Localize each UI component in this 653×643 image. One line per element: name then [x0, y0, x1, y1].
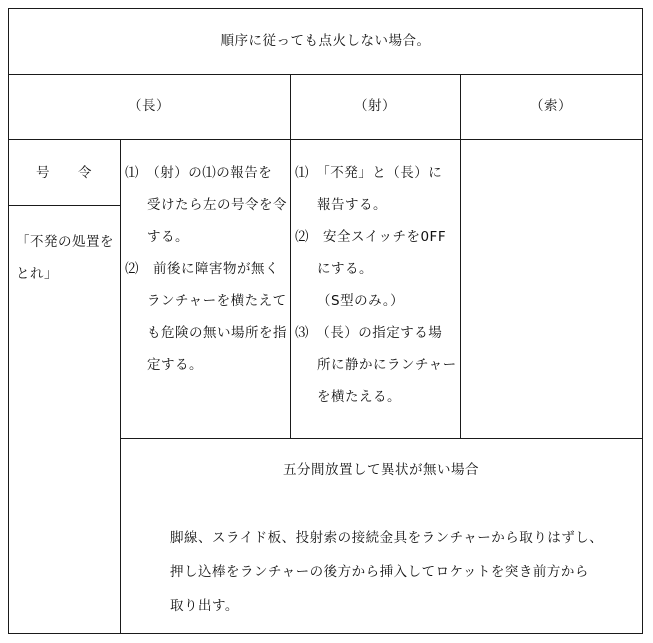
header-divider: [8, 139, 643, 140]
sha-item3-line3: を横たえる。: [317, 389, 401, 405]
cho-item2-line3: も危険の無い場所を指: [147, 325, 287, 341]
table-border-right: [642, 8, 643, 634]
bottom-line-1: 脚線、スライド板、投射索の接続金具をランチャーから取りはずし、: [170, 530, 604, 546]
sha-instructions: [295, 157, 457, 413]
bottom-heading: 五分間放置して異状が無い場合: [283, 462, 479, 478]
bottom-instructions: [170, 521, 603, 623]
cho-sha-divider: [290, 74, 291, 438]
cho-instructions: [125, 157, 287, 381]
command-line-1: 「不発の処置を: [16, 234, 114, 250]
sha-saku-divider: [460, 74, 461, 438]
table-title: 順序に従っても点火しない場合。: [220, 33, 431, 49]
command-text: [16, 226, 114, 290]
cho-item2-line4: 定する。: [147, 357, 203, 373]
label-divider: [8, 205, 120, 206]
cho-item2-line1: ⑵ 前後に障害物が無く: [125, 261, 279, 277]
sha-item3-line1: ⑶ （長）の指定する場: [295, 325, 443, 341]
sha-item2-line3: （S型のみ。）: [317, 293, 405, 309]
cho-item1-line1: ⑴ （射）の⑴の報告を: [125, 165, 273, 181]
cho-item2-line2: ランチャーを横たえて: [147, 293, 287, 309]
command-line-2: とれ」: [16, 266, 58, 282]
cho-item1-line2: 受けたら左の号令を令: [147, 197, 287, 213]
sha-item2-line1: ⑵ 安全スイッチを0FF: [295, 229, 447, 245]
sha-item2-line2: にする。: [317, 261, 373, 277]
command-label: 号 令: [36, 165, 92, 181]
table-border-top: [8, 8, 643, 9]
cho-item1-line3: する。: [147, 229, 189, 245]
title-divider: [8, 74, 643, 75]
header-sha: （射）: [354, 98, 396, 114]
left-column-divider: [120, 139, 121, 634]
bottom-line-2: 押し込棒をランチャーの後方から挿入してロケットを突き前方から: [170, 564, 589, 580]
sha-item3-line2: 所に静かにランチャー: [317, 357, 457, 373]
sha-item1-line1: ⑴ 「不発」と（長）に: [295, 165, 443, 181]
bottom-line-3: 取り出す。: [170, 598, 239, 614]
procedure-table: [8, 8, 643, 634]
table-border-bottom: [8, 633, 643, 634]
sha-item1-line2: 報告する。: [317, 197, 387, 213]
header-cho: （長）: [128, 98, 170, 114]
bottom-section-divider: [120, 438, 643, 439]
header-saku: （索）: [530, 98, 572, 114]
